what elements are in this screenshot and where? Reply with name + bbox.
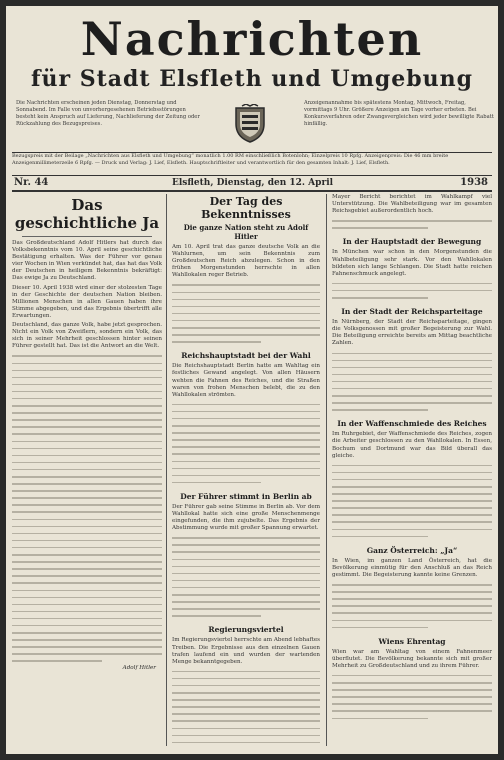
- body-text-block: [172, 401, 320, 486]
- text-line: [172, 556, 320, 563]
- issue-number: Nr. 44: [14, 177, 49, 188]
- text-line: [12, 643, 162, 650]
- text-line: [172, 436, 320, 443]
- text-line: [172, 689, 320, 696]
- text-line: [332, 497, 492, 504]
- column-3: [332, 194, 492, 746]
- text-line: [332, 280, 492, 287]
- text-line: [12, 516, 162, 523]
- subscription-strip: [12, 152, 492, 176]
- text-line: [172, 303, 320, 310]
- text-line: [12, 452, 162, 459]
- article-paragraph: Dieser 10. April 1938 wird einer der stolzesten Tage in der Geschichte der deutschen Nation bleiben. Millionen Menschen in allen Gauen haben ihre Stimme abgegeben, und das Ergebnis übertrifft alle Erwartungen.: [12, 284, 162, 319]
- text-line: [332, 364, 492, 371]
- article-paragraph: In Nürnberg, der Stadt der Reichsparteitage, gingen die Volksgenossen mit großer Begeisterung zur Wahl. Die Beteiligung erreichte bereits am Mittag beachtliche Zahlen.: [332, 319, 492, 347]
- text-line: [172, 703, 320, 710]
- text-line: [332, 392, 492, 399]
- text-line: [12, 622, 162, 629]
- section-heading: Reichshauptstadt bei der Wahl: [181, 351, 311, 361]
- article-paragraph: Im Ruhrgebiet, der Waffenschmiede des Reiches, zogen die Arbeiter geschlossen zu den Wahllokalen. In Essen, Bochum und Dortmund war das Bild überall das gleiche.: [332, 431, 492, 459]
- text-line: [332, 526, 492, 533]
- text-line: [172, 415, 320, 422]
- text-line: [12, 466, 162, 473]
- text-line: [12, 523, 162, 530]
- text-line: [12, 487, 162, 494]
- column-2: [172, 194, 320, 746]
- text-line: [172, 717, 320, 724]
- text-line: [12, 608, 162, 615]
- text-line: [172, 289, 320, 296]
- text-line: [12, 537, 162, 544]
- article-paragraph: Wien war am Wahltag von einem Fahnenmeer überflutet. Die Bevölkerung bekannte sich mit großer Mehrheit zu Großdeutschland und zu ihrem Führer.: [332, 648, 492, 669]
- text-line: [332, 686, 492, 693]
- text-line: [172, 577, 320, 584]
- text-line: [12, 374, 162, 381]
- text-line: [12, 423, 162, 430]
- body-text-block: [332, 462, 492, 540]
- text-line: [12, 438, 162, 445]
- dateline: [12, 176, 492, 192]
- text-line: [12, 650, 162, 657]
- text-line: [172, 668, 320, 675]
- text-line: [332, 406, 428, 413]
- section-heading: Ganz Österreich: „Ja“: [366, 545, 458, 555]
- text-line: [332, 504, 492, 511]
- text-line: [12, 360, 162, 367]
- text-line: [12, 381, 162, 388]
- text-line: [12, 657, 102, 664]
- text-line: [172, 534, 320, 541]
- text-line: [172, 310, 320, 317]
- text-line: [332, 399, 492, 406]
- text-line: [12, 594, 162, 601]
- article-paragraph: In München war schon in den Morgenstunden die Wahlbeteiligung sehr stark. Vor den Wahllokalen bildeten sich lange Schlangen. Die Stadt hatte reichen Fahnenschmuck angelegt.: [332, 249, 492, 277]
- text-line: [332, 294, 428, 301]
- text-line: [172, 548, 320, 555]
- text-line: [172, 541, 320, 548]
- text-line: [12, 551, 162, 558]
- text-line: [12, 501, 162, 508]
- text-line: [332, 707, 492, 714]
- text-line: [12, 579, 162, 586]
- text-line: [332, 581, 492, 588]
- text-line: [332, 595, 492, 602]
- text-line: [172, 682, 320, 689]
- text-line: [12, 494, 162, 501]
- text-line: [332, 350, 492, 357]
- article-paragraph: Mayer Bericht berichtet im Wahlkampf viel Unterstützung. Die Wahlbeteiligung war im gesamten Reichsgebiet außerordentlich hoch.: [332, 194, 492, 215]
- text-line: [12, 558, 162, 565]
- article-paragraph: Am 10. April trat das ganze deutsche Volk an die Wahlurnen, um sein Bekenntnis zum Großdeutschen Reich abzulegen. Schon in den frühen Morgenstunden herrschte in allen Wahllokalen reger Betrieb.: [172, 244, 320, 279]
- text-line: [12, 473, 162, 480]
- text-line: [332, 357, 492, 364]
- coat-of-arms-icon: [232, 104, 268, 144]
- text-line: [12, 352, 162, 359]
- column-rule: [166, 194, 167, 746]
- text-line: [172, 422, 320, 429]
- text-line: [172, 479, 261, 486]
- text-line: [172, 338, 261, 345]
- masthead-title: Nachrichten: [80, 12, 424, 66]
- text-line: [172, 408, 320, 415]
- text-line: [12, 402, 162, 409]
- text-line: [12, 367, 162, 374]
- text-line: [172, 563, 320, 570]
- text-line: [12, 629, 162, 636]
- text-line: [12, 445, 162, 452]
- text-line: [12, 409, 162, 416]
- article-paragraph: Die Reichshauptstadt Berlin hatte am Wahltag ein festliches Gewand angelegt. Von allen Häusern wehten die Fahnen des Reiches, und die Straßen waren von frohen Menschen belebt, die zu den Wahllokalen strömten.: [172, 363, 320, 398]
- place-date: Elsfleth, Dienstag, den 12. April: [172, 178, 334, 188]
- body-text-block: [172, 281, 320, 345]
- text-line: [332, 602, 492, 609]
- text-line: [12, 587, 162, 594]
- body-text-block: [332, 581, 492, 631]
- section-heading: In der Stadt der Reichsparteitage: [341, 307, 483, 317]
- text-line: [172, 584, 320, 591]
- text-line: [12, 459, 162, 466]
- text-line: [332, 483, 492, 490]
- section-heading: Wiens Ehrentag: [378, 636, 446, 646]
- text-line: [332, 588, 492, 595]
- text-line: [12, 615, 162, 622]
- year: 1938: [460, 177, 488, 188]
- text-line: [332, 533, 428, 540]
- subscription-text: Bezugspreis mit der Beilage „Nachrichten aus Elsfleth und Umgebung“ monatlich 1.00 RM einschließlich Botenlohn; Einzelpreis 10 Rpfg. Anzeigenpreis: Die 46 mm breite Anzeigenmillimeterzeile 6 Rpfg. — Druck und Verlag: J. Lief, Elsfleth. Hauptschriftleiter und verantwortlich für den gesamten Inhalt: J. Lief, Elsfleth.: [12, 153, 449, 166]
- text-line: [172, 429, 320, 436]
- text-line: [12, 601, 162, 608]
- text-line: [12, 395, 162, 402]
- text-line: [172, 739, 320, 746]
- text-line: [172, 443, 320, 450]
- text-line: [172, 317, 320, 324]
- text-line: [172, 732, 320, 739]
- newspaper-page: [6, 6, 498, 754]
- text-line: [332, 490, 492, 497]
- text-line: [172, 570, 320, 577]
- text-line: [172, 710, 320, 717]
- text-line: [12, 636, 162, 643]
- publication-info-left: Die Nachrichten erscheinen jeden Dienstag, Donnerstag und Sonnabend. Im Falle von unvorhergesehenen Betriebsstörungen besteht kein Anspruch auf Lieferung, Nachlieferung der Zeitung oder Rückzahlung des Bezugspreises.: [16, 100, 200, 127]
- text-line: [172, 450, 320, 457]
- signature: Adolf Hitler: [122, 664, 156, 671]
- body-text-block: [172, 534, 320, 619]
- text-line: [332, 476, 492, 483]
- body-text-block: [332, 280, 492, 301]
- text-line: [172, 401, 320, 408]
- text-line: [332, 715, 428, 722]
- column-rule: [326, 194, 327, 746]
- text-line: [12, 508, 162, 515]
- text-line: [332, 371, 492, 378]
- text-line: [332, 617, 492, 624]
- text-line: [172, 605, 320, 612]
- text-line: [12, 416, 162, 423]
- masthead-subtitle: für Stadt Elsfleth und Umgebung: [31, 66, 473, 92]
- text-line: [12, 565, 162, 572]
- text-line: [332, 469, 492, 476]
- text-line: [332, 624, 428, 631]
- text-line: [332, 385, 492, 392]
- subheadline: Die ganze Nation steht zu Adolf Hitler: [183, 223, 309, 241]
- article-paragraph: Das Großdeutschland Adolf Hitlers hat durch das Volksbekenntnis vom 10. April seine geschichtliche Bestätigung erhalten. Was der Führer vor genau vier Wochen in Wien verkündet hat, das hat das Volk der Deutschen in heiligem Bekenntnis bekräftigt: Das ewige Ja zu Deutschland.: [12, 240, 162, 282]
- article-paragraph: Deutschland, das ganze Volk, habe jetzt gesprochen. Nicht ein Volk von Zweiflern, sondern ein Volk, das sich in seiner Mehrheit geschlossen hinter seinen Führer gestellt hat. Das ist die Antwort an die Welt.: [12, 322, 162, 350]
- text-line: [172, 472, 320, 479]
- body-text-block: [172, 668, 320, 746]
- body-text-block: [332, 217, 492, 231]
- text-line: [172, 612, 261, 619]
- body-text-block: [332, 350, 492, 414]
- text-line: [332, 378, 492, 385]
- text-line: [172, 598, 320, 605]
- text-line: [172, 324, 320, 331]
- section-heading: In der Waffenschmiede des Reiches: [337, 419, 487, 429]
- text-line: [12, 480, 162, 487]
- section-heading: Der Führer stimmt in Berlin ab: [180, 491, 312, 501]
- article-paragraph: In Wien, im ganzen Land Österreich, hat die Bevölkerung einmütig für den Anschluß an das Reich gestimmt. Die Begeisterung kannte keine Grenzen.: [332, 557, 492, 578]
- article-paragraph: Der Führer gab seine Stimme in Berlin ab. Vor dem Wahllokal hatte sich eine große Menschenmenge eingefunden, die ihm zujubelte. Das Ergebnis der Abstimmung wurde mit großer Spannung erwartet.: [172, 503, 320, 532]
- text-line: [332, 672, 492, 679]
- text-line: [332, 518, 492, 525]
- column-1: [12, 194, 162, 746]
- text-line: [332, 224, 428, 231]
- text-line: [12, 530, 162, 537]
- text-line: [172, 281, 320, 288]
- text-line: [172, 696, 320, 703]
- text-line: [172, 591, 320, 598]
- body-text-block: [12, 352, 162, 664]
- text-line: [332, 217, 492, 224]
- text-line: [332, 700, 492, 707]
- section-heading: In der Hauptstadt der Bewegung: [342, 237, 482, 247]
- article-paragraph: Im Regierungsviertel herrschte am Abend lebhaftes Treiben. Die Ergebnisse aus den einzelnen Gauen trafen laufend ein und wurden der wartenden Menge bekanntgegeben.: [172, 637, 320, 665]
- text-line: [172, 725, 320, 732]
- divider: [22, 236, 152, 237]
- text-line: [12, 572, 162, 579]
- headline-secondary: Der Tag des Bekenntnisses: [201, 195, 291, 221]
- section-heading: Regierungsviertel: [208, 625, 284, 635]
- publication-info-right: Anzeigenannahme bis spätestens Montag, Mittwoch, Freitag, vormittags 9 Uhr. Größere Anzeigen am Tage vorher erbeten. Bei Konkursverfahren oder Zwangsvergleichen wird jeder bewilligte Rabatt hinfällig.: [304, 100, 494, 127]
- text-line: [172, 675, 320, 682]
- text-line: [12, 388, 162, 395]
- body-text-block: [332, 672, 492, 722]
- text-line: [332, 693, 492, 700]
- text-line: [172, 296, 320, 303]
- text-line: [332, 679, 492, 686]
- text-line: [172, 331, 320, 338]
- text-line: [332, 287, 492, 294]
- headline-main: Das geschichtliche Ja: [14, 196, 160, 232]
- text-line: [12, 430, 162, 437]
- text-line: [332, 462, 492, 469]
- text-line: [332, 609, 492, 616]
- text-line: [172, 458, 320, 465]
- text-line: [332, 511, 492, 518]
- text-line: [12, 544, 162, 551]
- text-line: [172, 465, 320, 472]
